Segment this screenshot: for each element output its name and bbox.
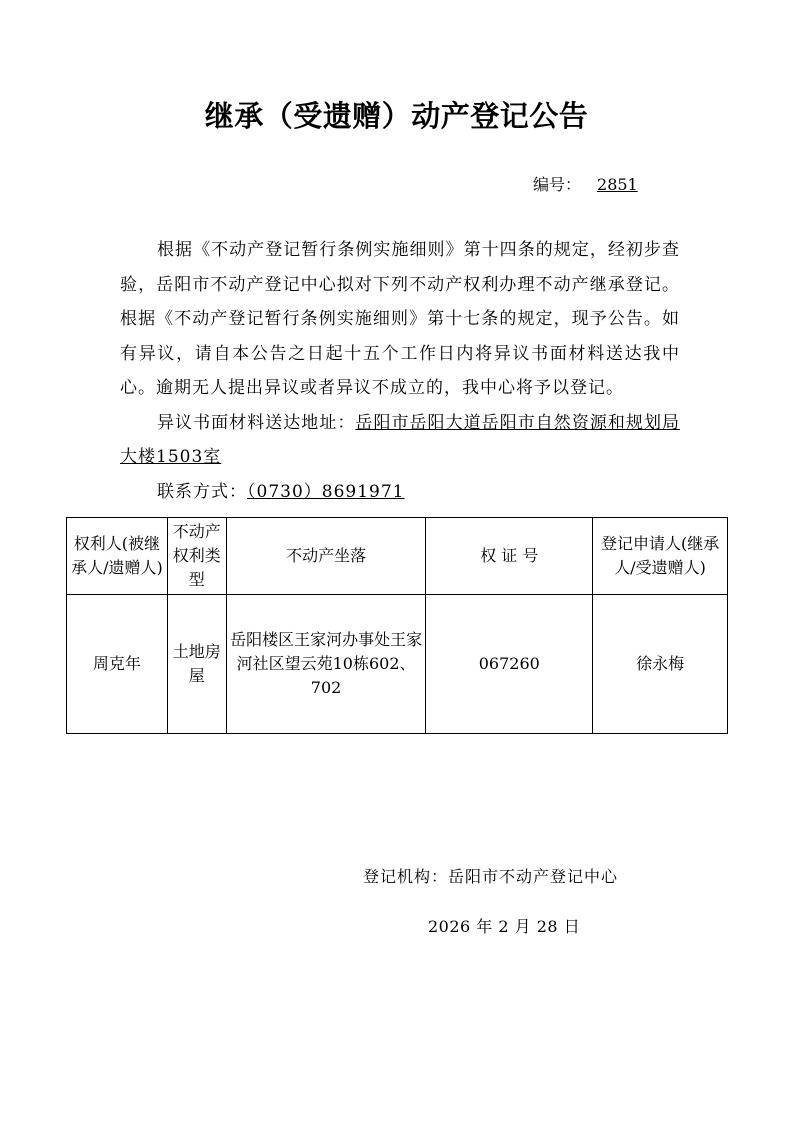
address-value: 岳阳市岳阳大道岳阳市自然资源和规划局大楼1503室 bbox=[120, 412, 681, 467]
serial-value: 2851 bbox=[597, 175, 638, 194]
serial-number bbox=[533, 172, 638, 195]
header-right-type: 不动产权利类型 bbox=[167, 518, 226, 595]
cell-certificate-number: 067260 bbox=[426, 595, 593, 734]
table-row bbox=[67, 595, 728, 734]
cell-right-holder: 周克年 bbox=[67, 595, 168, 734]
page-title: 继承（受遗赠）动产登记公告 bbox=[204, 99, 589, 133]
notice-date: 2026 年 2 月 28 日 bbox=[428, 917, 581, 936]
notice-paragraph: 根据《不动产登记暂行条例实施细则》第十四条的规定，经初步查验，岳阳市不动产登记中心拟对下列不动产权利办理不动产继承登记。根据《不动产登记暂行条例实施细则》第十七条的规定，现予公告。如有异议，请自本公告之日起十五个工作日内将异议书面材料送达我中心。逾期无人提出异议或者异议不成立的，我中心将予以登记。 bbox=[120, 240, 680, 398]
org-name: 岳阳市不动产登记中心 bbox=[448, 867, 619, 886]
org-label: 登记机构： bbox=[363, 867, 449, 886]
registration-table bbox=[66, 517, 728, 734]
contact-label: 联系方式： bbox=[157, 481, 247, 502]
cell-location: 岳阳楼区王家河办事处王家河社区望云苑10栋602、702 bbox=[226, 595, 426, 734]
header-right-holder: 权利人(被继承人/遗赠人) bbox=[67, 518, 168, 595]
contact-value: （0730）8691971 bbox=[247, 481, 405, 502]
objection-address bbox=[120, 406, 680, 475]
cell-applicant: 徐永梅 bbox=[593, 595, 728, 734]
address-label: 异议书面材料送达地址： bbox=[157, 412, 356, 433]
header-applicant: 登记申请人(继承人/受遗赠人) bbox=[593, 518, 728, 595]
table-header-row bbox=[67, 518, 728, 595]
header-location: 不动产坐落 bbox=[226, 518, 426, 595]
cell-right-type: 土地房屋 bbox=[167, 595, 226, 734]
contact-info bbox=[120, 475, 680, 510]
header-certificate-number: 权 证 号 bbox=[426, 518, 593, 595]
serial-label: 编号： bbox=[533, 175, 582, 194]
notice-body bbox=[120, 233, 680, 509]
registration-authority bbox=[363, 864, 618, 887]
